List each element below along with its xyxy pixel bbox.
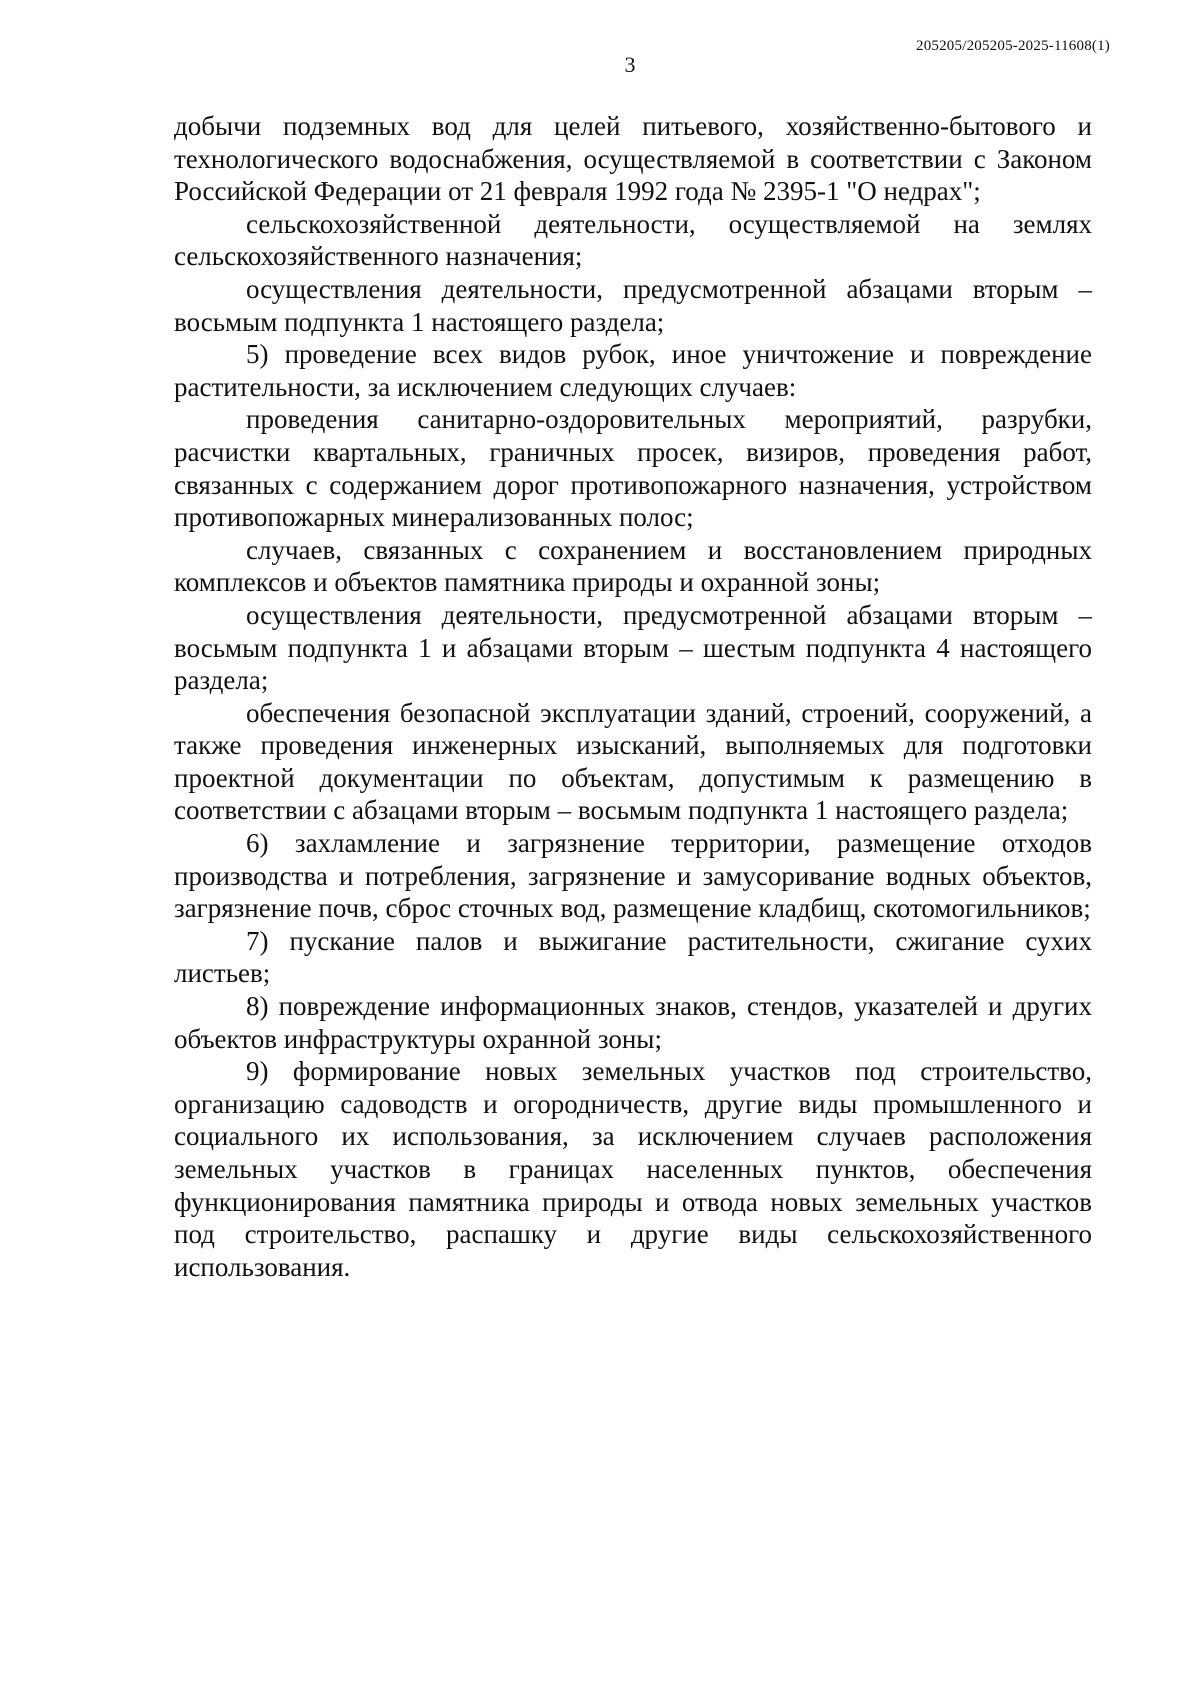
paragraph: 9) формирование новых земельных участков под строительство, организацию садоводств и огородничеств, другие виды промышленного и социального их использования, за исключением случаев расположения земельных участков в границах населенных пунктов, обеспечения функционирования памятника природы и отвода новых земельных участков под строительство, распашку и другие виды сельскохозяйственного использования. [174,1056,1092,1282]
paragraph: проведения санитарно-оздоровительных мероприятий, разрубки, расчистки квартальных, граничных просек, визиров, проведения работ, связанных с содержанием дорог противопожарного назначения, устройством противопожарных минерализованных полос; [174,404,1092,533]
paragraph: добычи подземных вод для целей питьевого, хозяйственно-бытового и технологического водоснабжения, осуществляемой в соответствии с Законом Российской Федерации от 21 февраля 1992 года № 2395-1 "О недрах"; [174,111,1092,207]
document-id: 205205/205205-2025-11608(1) [916,38,1110,54]
paragraph: случаев, связанных с сохранением и восстановлением природных комплексов и объектов памятника природы и охранной зоны; [174,534,1092,598]
paragraph: 8) повреждение информационных знаков, стендов, указателей и других объектов инфраструктуры охранной зоны; [174,991,1092,1054]
document-body [174,110,1092,1283]
paragraph: осуществления деятельности, предусмотренной абзацами вторым – восьмым подпункта 1 и абзацами вторым – шестым подпункта 4 настоящего раздела; [174,599,1092,696]
paragraph: 7) пускание палов и выжигание растительности, сжигание сухих листьев; [174,925,1092,989]
paragraph: осуществления деятельности, предусмотренной абзацами вторым – восьмым подпункта 1 настоящего раздела; [174,273,1092,337]
paragraph: 5) проведение всех видов рубок, иное уничтожение и повреждение растительности, за исключением следующих случаев: [174,339,1092,402]
paragraph: сельскохозяйственной деятельности, осуществляемой на землях сельскохозяйственного назначения; [174,208,1092,272]
paragraph: обеспечения безопасной эксплуатации зданий, строений, сооружений, а также проведения инженерных изысканий, выполняемых для подготовки проектной документации по объектам, допустимым к размещению в соответствии с абзацами вторым – восьмым подпункта 1 настоящего раздела; [174,697,1092,826]
page-number: 3 [624,52,636,77]
paragraph: 6) захламление и загрязнение территории, размещение отходов производства и потребления, загрязнение и замусоривание водных объектов, загрязнение почв, сброс сточных вод, размещение кладбищ, скотомогильников; [174,828,1092,924]
